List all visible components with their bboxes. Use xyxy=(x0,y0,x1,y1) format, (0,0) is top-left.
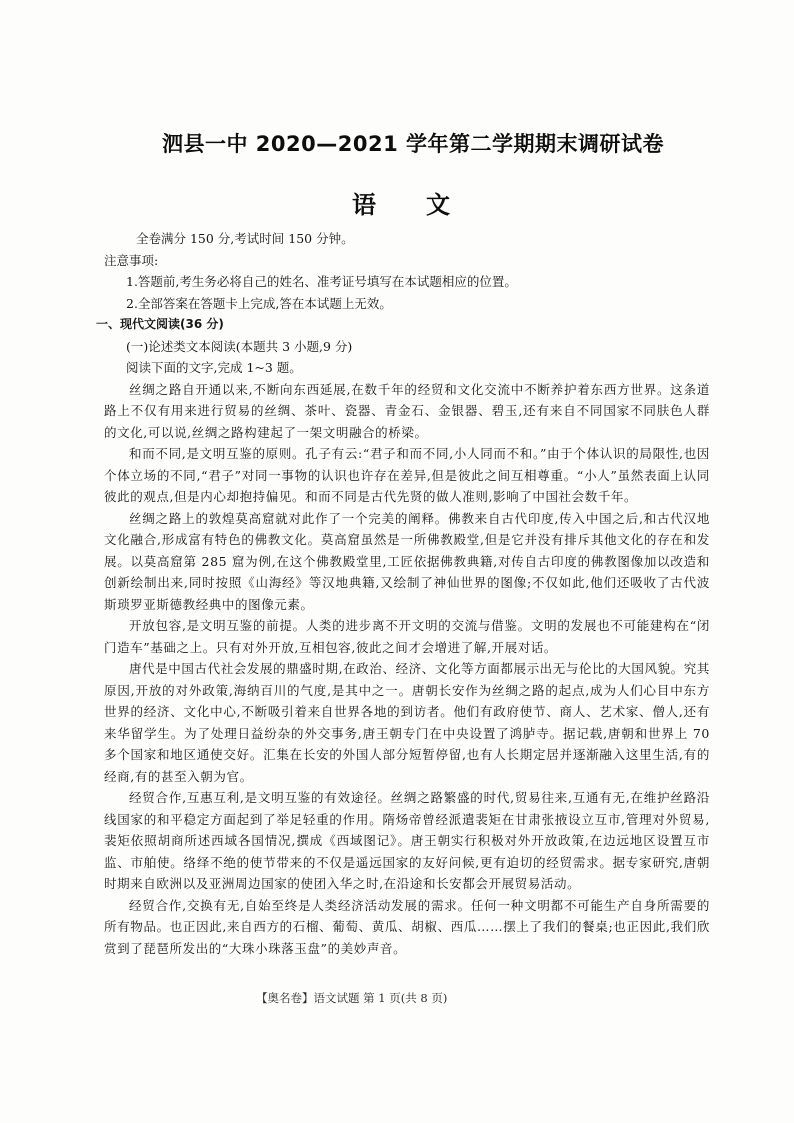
article-paragraph: 唐代是中国古代社会发展的鼎盛时期,在政治、经济、文化等方面都展示出无与伦比的大国风貌。究其原因,开放的对外政策,海纳百川的气度,是其中之一。唐朝长安作为丝绸之路的起点,成为人们心目中东方世界的经济、文化中心,不断吸引着来自世界各地的到访者。他们有政府使节、商人、艺术家、僧人,还有来华留学生。为了处理日益纷杂的外交事务,唐王朝专门在中央设置了鸿胪寺。据记载,唐朝和世界上 70 多个国家和地区通使交好。汇集在长安的外国人部分短暂停留,也有人长期定居并逐渐融入这里生活,有的经商,有的甚至入朝为官。 xyxy=(104,661,710,784)
section-heading: 一、现代文阅读(36 分) xyxy=(96,317,224,331)
article-paragraph: 丝绸之路自开通以来,不断向东西延展,在数千年的经贸和文化交流中不断养护着东西方世界。这条道路上不仅有用来进行贸易的丝绸、茶叶、瓷器、青金石、金银器、碧玉,还有来自不同国家不同肤色人群的文化,可以说,丝绸之路构建起了一架文明融合的桥梁。 xyxy=(104,381,710,440)
notice-item: 2.全部答案在答题卡上完成,答在本试题上无效。 xyxy=(126,295,392,311)
article-paragraph: 开放包容,是文明互鉴的前提。人类的进步离不开文明的交流与借鉴。文明的发展也不可能建构在“闭门造车”基础之上。只有对外开放,互相包容,彼此之间才会增进了解,开展对话。 xyxy=(104,618,710,655)
exam-body xyxy=(96,228,710,959)
notice-item: 1.答题前,考生务必将自己的姓名、准考证号填写在本试题相应的位置。 xyxy=(126,274,517,289)
page-footer: 【奥名卷】语文试题 第 1 页(共 8 页) xyxy=(256,991,448,1005)
section-instruction: 阅读下面的文字,完成 1~3 题。 xyxy=(126,360,302,375)
article-paragraph: 丝绸之路上的敦煌莫高窟就对此作了一个完美的阐释。佛教来自古代印度,传入中国之后,和古代汉地文化融合,形成富有特色的佛教文化。莫高窟虽然是一所佛教殿堂,但是它并没有排斥其他文化的存在和发展。以莫高窟第 285 窟为例,在这个佛教殿堂里,工匠依据佛教典籍,对传自古印度的佛教图像加以改造和创新绘制出来,同时按照《山海经》等汉地典籍,又绘制了神仙世界的图像;不仅如此,他们还吸收了古代波斯琐罗亚斯德教经典中的图像元素。 xyxy=(104,510,710,612)
notice-label: 注意事项: xyxy=(104,252,159,268)
article-paragraph: 经贸合作,交换有无,自始至终是人类经济活动发展的需求。任何一种文明都不可能生产自身所需要的所有物品。也正因此,来自西方的石榴、葡萄、黄瓜、胡椒、西瓜……摆上了我们的餐桌;也正因此,我们欣赏到了琵琶所发出的“大珠小珠落玉盘”的美妙声音。 xyxy=(104,897,710,956)
exam-title: 泗县一中 2020—2021 学年第二学期期末调研试卷 xyxy=(162,132,665,156)
article-paragraph: 经贸合作,互惠互利,是文明互鉴的有效途径。丝绸之路繁盛的时代,贸易往来,互通有无,在维护丝路沿线国家的和平稳定方面起到了举足轻重的作用。隋炀帝曾经派遣裴矩在甘肃张掖设立互市,管理对外贸易,裴矩依照胡商所述西域各国情况,撰成《西域图记》。唐王朝实行积极对外开放政策,在边远地区设置互市监、市舶使。络绎不绝的使节带来的不仅是遥远国家的友好问候,更有迫切的经贸需求。据专家研究,唐朝时期来自欧洲以及亚洲周边国家的使团入华之时,在沿途和长安都会开展贸易活动。 xyxy=(104,790,710,891)
section-subheading: (一)论述类文本阅读(本题共 3 小题,9 分) xyxy=(126,338,353,354)
subject-title: 语文 xyxy=(352,191,500,219)
score-line: 全卷满分 150 分,考试时间 150 分钟。 xyxy=(136,231,354,246)
article-paragraph: 和而不同,是文明互鉴的原则。孔子有云:“君子和而不同,小人同而不和。”由于个体认识的局限性,也因个体立场的不同,“君子”对同一事物的认识也许存在差异,但是彼此之间互相尊重。“小人”虽然表面上认同彼此的观点,但是内心却抱持偏见。和而不同是古代先贤的做人准则,影响了中国社会数千年。 xyxy=(104,446,710,504)
